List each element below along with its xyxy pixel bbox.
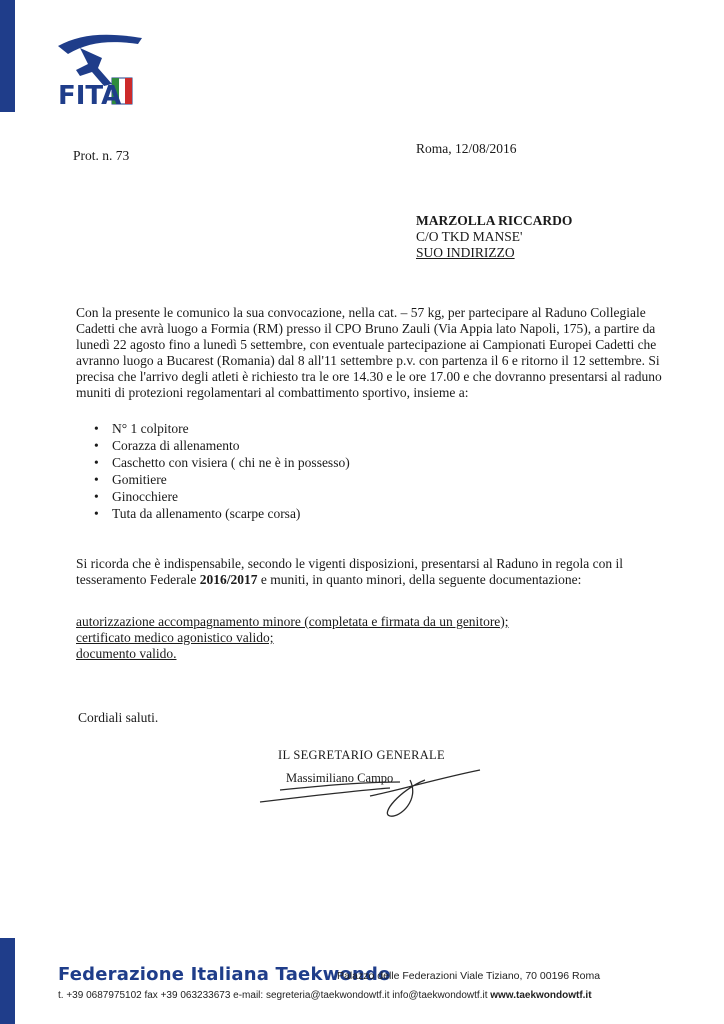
season-bold: 2016/2017 (199, 572, 258, 587)
reminder-paragraph: Si ricorda che è indispensabile, secondo le vigenti disposizioni, presentarsi al Raduno in regola con il tesseramento Federale 2016/2017 e muniti, in quanto minori, della seguente documentazione: (76, 556, 623, 587)
bullet-icon: • (94, 455, 99, 470)
bullet-icon: • (94, 506, 99, 521)
list-item: • N° 1 colpitore (94, 421, 189, 436)
convocation-paragraph: Con la presente le comunico la sua convocazione, nella cat. – 57 kg, per partecipare al Raduno Collegiale Cadetti che avrà luogo a Formia (RM) presso il CPO Bruno Zauli (Via Appia lato Napoli, 175), a partire da lunedì 22 agosto fino a lunedì 5 settembre, con eventuale partecipazione ai Campionati Europei Cadetti che avranno luogo a Bucarest (Romania) dal 8 all'11 settembre p.v. con partenza il 6 e ritorno il 12 settembre. Si precisa che l'arrivo degli atleti è richiesto tra le ore 14.30 e le ore 17.00 e che dovranno presentarsi al raduno muniti di protezioni regolamentari al combattimento sportivo, insieme a: (76, 305, 662, 400)
protocol-number: Prot. n. 73 (73, 148, 130, 163)
footer-organization: Federazione Italiana Taekwondo (58, 964, 391, 985)
logo-text: FITA (58, 81, 122, 111)
bullet-icon: • (94, 421, 99, 436)
recipient-care-of: C/O TKD MANSE' (416, 229, 523, 244)
list-item: • Caschetto con visiera ( chi ne è in possesso) (94, 455, 350, 470)
recipient-address: SUO INDIRIZZO (416, 245, 515, 260)
document-item: autorizzazione accompagnamento minore (completata e firmata da un genitore); (76, 614, 509, 629)
left-bar-top (0, 0, 15, 112)
closing-greeting: Cordiali saluti. (78, 710, 159, 725)
recipient-block (416, 213, 572, 261)
recipient-name: MARZOLLA RICCARDO (416, 213, 573, 228)
equipment-list (94, 420, 350, 522)
footer-contacts: t. +39 0687975102 fax +39 063233673 e-mail: segreteria@taekwondowtf.it info@taekwondowtf.it www.taekwondowtf.it (58, 990, 592, 1001)
place-date: Roma, 12/08/2016 (416, 141, 517, 156)
bullet-icon: • (94, 472, 99, 487)
bullet-icon: • (94, 438, 99, 453)
footer-website-link[interactable]: www.taekwondowtf.it (490, 990, 592, 1001)
bullet-icon: • (94, 489, 99, 504)
list-item: • Ginocchiere (94, 489, 178, 504)
signatory-title: IL SEGRETARIO GENERALE (278, 748, 445, 762)
left-border-bar (0, 0, 15, 1024)
list-item: • Tuta da allenamento (scarpe corsa) (94, 506, 301, 521)
left-bar-bottom (0, 938, 15, 1024)
document-item: documento valido. (76, 646, 177, 661)
fita-logo (50, 28, 150, 112)
fita-logo-graphic (50, 28, 150, 112)
documents-list (76, 614, 509, 662)
list-item: • Corazza di allenamento (94, 438, 240, 453)
signatory-name: Massimiliano Campo (286, 771, 394, 785)
list-item: • Gomitiere (94, 472, 167, 487)
document-item: certificato medico agonistico valido; (76, 630, 274, 645)
handwritten-signature-icon (250, 760, 490, 820)
footer-address: Palazzo delle Federazioni Viale Tiziano, 70 00196 Roma (337, 970, 601, 982)
logo-swoosh-icon (58, 35, 142, 54)
